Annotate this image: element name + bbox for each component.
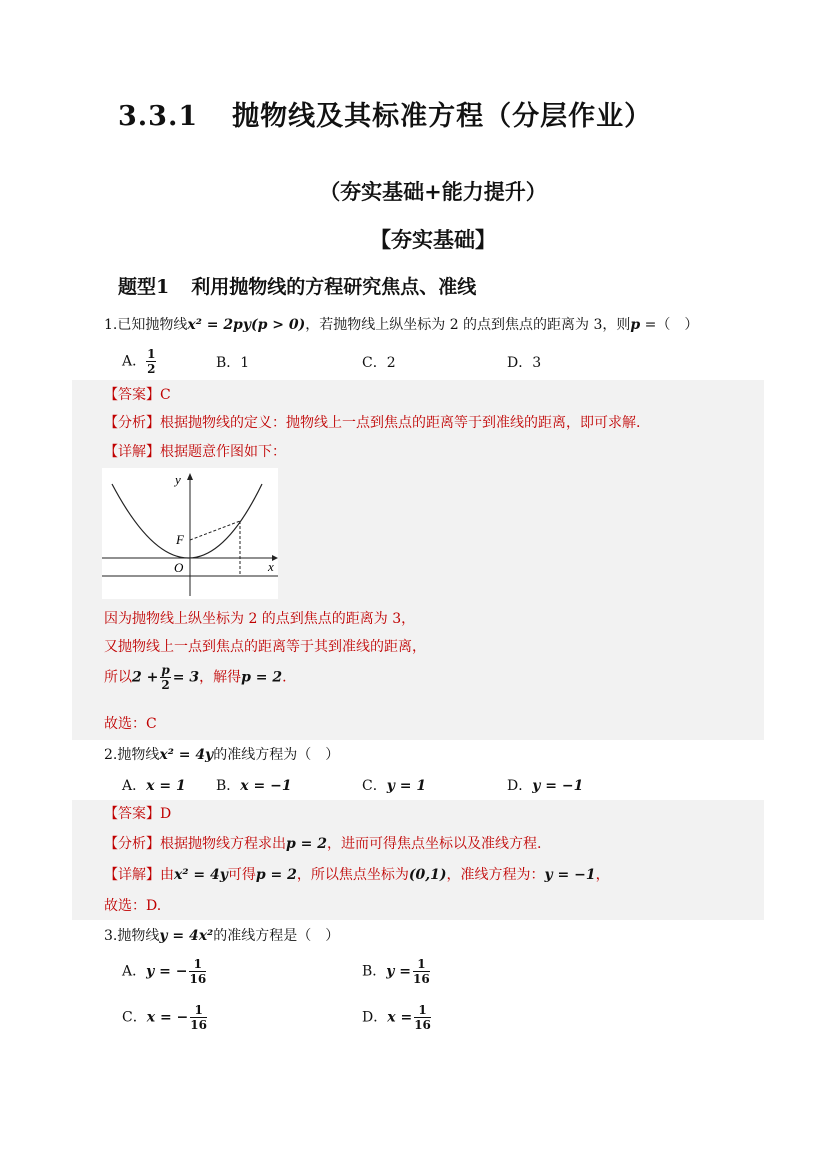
q2-detail-eq4: y = −1 <box>544 867 596 883</box>
q1-option-a-fraction <box>146 348 156 375</box>
q1-answer: 【答案】C <box>104 387 171 403</box>
q2-detail-text-a: 【详解】由 <box>104 867 174 883</box>
q1-stem <box>104 314 698 334</box>
section-heading: 【夯实基础】 <box>370 227 496 252</box>
q2-option-c <box>362 775 426 795</box>
q2-analysis-text-a: 【分析】根据抛物线方程求出 <box>104 836 286 852</box>
q1-analysis: 【分析】根据抛物线的定义：抛物线上一点到焦点的距离等于到准线的距离，即可求解. <box>104 415 641 431</box>
q1-text-b: ，若抛物线上纵坐标为 2 的点到焦点的距离为 3，则 <box>305 317 631 333</box>
q3-text-b: 的准线方程是（ ） <box>213 928 340 944</box>
q2-analysis <box>104 833 541 853</box>
q2-equation: x² = 4y <box>159 747 214 763</box>
q1-solution-line-1: 因为抛物线上纵坐标为 2 的点到焦点的距离为 3， <box>104 611 416 627</box>
q2-detail-text-e: ， <box>595 867 610 883</box>
q3-option-a-label: A． <box>122 963 147 980</box>
y-axis-label: y <box>175 472 181 487</box>
q2-option-c-label: C． <box>362 778 387 794</box>
q3-option-c-denominator: 16 <box>190 1018 207 1032</box>
q1-choice: 故选：C <box>104 716 157 732</box>
q3-equation: y = 4x² <box>159 928 214 944</box>
q2-answer: 【答案】D <box>104 806 172 822</box>
q2-option-b-value: x = −1 <box>240 778 292 794</box>
q2-stem <box>104 744 339 764</box>
section-number: 3.3.1 <box>118 101 199 132</box>
q2-text-a: 抛物线 <box>117 747 160 763</box>
q3-stem <box>104 925 339 945</box>
q2-option-a <box>122 775 186 795</box>
q3-option-a-fraction <box>189 958 206 985</box>
q2-detail-eq2: p = 2 <box>255 867 297 883</box>
q1-line3-eq-a: 2 + <box>132 669 159 686</box>
q3-option-c-numerator: 1 <box>190 1004 207 1018</box>
q1-line3-text-a: 所以 <box>104 669 132 686</box>
q1-line3-numerator: p <box>161 663 170 677</box>
q2-option-d <box>507 775 583 795</box>
page-subtitle: （夯实基础+能力提升） <box>319 179 547 204</box>
q1-option-a-denominator: 2 <box>147 362 156 376</box>
q3-option-d-fraction <box>414 1004 431 1031</box>
q1-line3-eq-b: = 3 <box>172 669 200 686</box>
q3-option-b-label: B． <box>362 963 387 980</box>
q2-detail <box>104 864 610 884</box>
q3-option-a <box>122 958 206 985</box>
origin-label: O <box>174 560 184 575</box>
q1-text-c: =（ ） <box>640 317 699 333</box>
q2-detail-text-d: ，准线方程为： <box>446 867 545 883</box>
q2-detail-eq1: x² = 4y <box>174 867 228 883</box>
q1-line3-denominator: 2 <box>161 678 170 692</box>
q1-line3-text-b: ，解得 <box>199 669 242 686</box>
q2-option-d-value: y = −1 <box>532 778 584 794</box>
q2-analysis-text-b: ，进而可得焦点坐标以及准线方程. <box>327 836 542 852</box>
q3-option-c-label: C． <box>122 1009 147 1026</box>
q2-choice: 故选：D. <box>104 898 162 914</box>
q1-equation: x² = 2py(p > 0) <box>187 317 306 333</box>
q2-answer-box <box>72 800 764 920</box>
q3-option-b-prefix: y = <box>386 963 412 980</box>
x-axis-label: x <box>268 559 274 574</box>
q3-option-b-numerator: 1 <box>413 958 430 972</box>
q3-option-b <box>362 958 430 985</box>
q1-solution-line-2: 又抛物线上一点到焦点的距离等于其到准线的距离， <box>104 639 426 655</box>
q2-option-d-label: D． <box>507 778 533 794</box>
q2-text-b: 的准线方程为（ ） <box>213 747 340 763</box>
question-type-title: 利用抛物线的方程研究焦点、准线 <box>191 276 477 298</box>
title-text: 抛物线及其标准方程（分层作业） <box>232 101 653 132</box>
q3-text-a: 抛物线 <box>117 928 160 944</box>
q3-option-a-denominator: 16 <box>189 972 207 986</box>
focus-label: F <box>176 532 184 547</box>
q3-option-d-label: D． <box>362 1009 388 1026</box>
q1-text-a: 已知抛物线 <box>117 317 188 333</box>
q3-option-c-fraction <box>190 1004 207 1031</box>
q3-option-d-denominator: 16 <box>414 1018 431 1032</box>
q1-line3-fraction <box>160 664 170 691</box>
q3-option-b-denominator: 16 <box>413 972 430 986</box>
q3-number: 3. <box>104 928 118 944</box>
question-type-label: 题型1 <box>118 276 170 298</box>
q3-option-a-prefix: y = − <box>146 963 188 980</box>
q1-option-a-label: A． <box>122 353 147 370</box>
q2-detail-eq3: (0,1) <box>408 867 447 883</box>
q1-option-c: C．2 <box>362 355 396 371</box>
q1-option-d: D．3 <box>507 355 542 371</box>
q1-variable: p <box>630 317 641 333</box>
q3-option-d-numerator: 1 <box>414 1004 431 1018</box>
q3-option-a-numerator: 1 <box>189 958 206 972</box>
q2-option-c-value: y = 1 <box>386 778 427 794</box>
q2-number: 2. <box>104 747 118 763</box>
q3-option-d <box>362 1004 431 1031</box>
question-type-heading <box>118 272 476 299</box>
q1-line3-result: p = 2 <box>241 669 283 686</box>
q3-option-c-prefix: x = − <box>146 1009 189 1026</box>
page-title <box>118 94 652 133</box>
q2-option-b <box>216 775 292 795</box>
q2-option-b-label: B． <box>216 778 241 794</box>
q1-option-b: B．1 <box>216 355 250 371</box>
q1-option-a <box>122 348 156 375</box>
q3-option-c <box>122 1004 207 1031</box>
q3-option-d-prefix: x = <box>387 1009 413 1026</box>
q2-detail-text-b: 可得 <box>227 867 256 883</box>
q3-option-b-fraction <box>413 958 430 985</box>
q2-option-a-label: A． <box>122 778 147 794</box>
q1-option-a-numerator: 1 <box>147 347 156 361</box>
q1-solution-line-3 <box>104 664 287 691</box>
q1-detail: 【详解】根据题意作图如下： <box>104 444 286 460</box>
q2-detail-text-c: ，所以焦点坐标为 <box>296 867 409 883</box>
q2-analysis-eq: p = 2 <box>286 836 328 852</box>
q2-option-a-value: x = 1 <box>146 778 186 794</box>
q1-line3-text-c: . <box>282 669 287 686</box>
q1-number: 1. <box>104 317 118 333</box>
parabola-graph <box>102 468 278 599</box>
